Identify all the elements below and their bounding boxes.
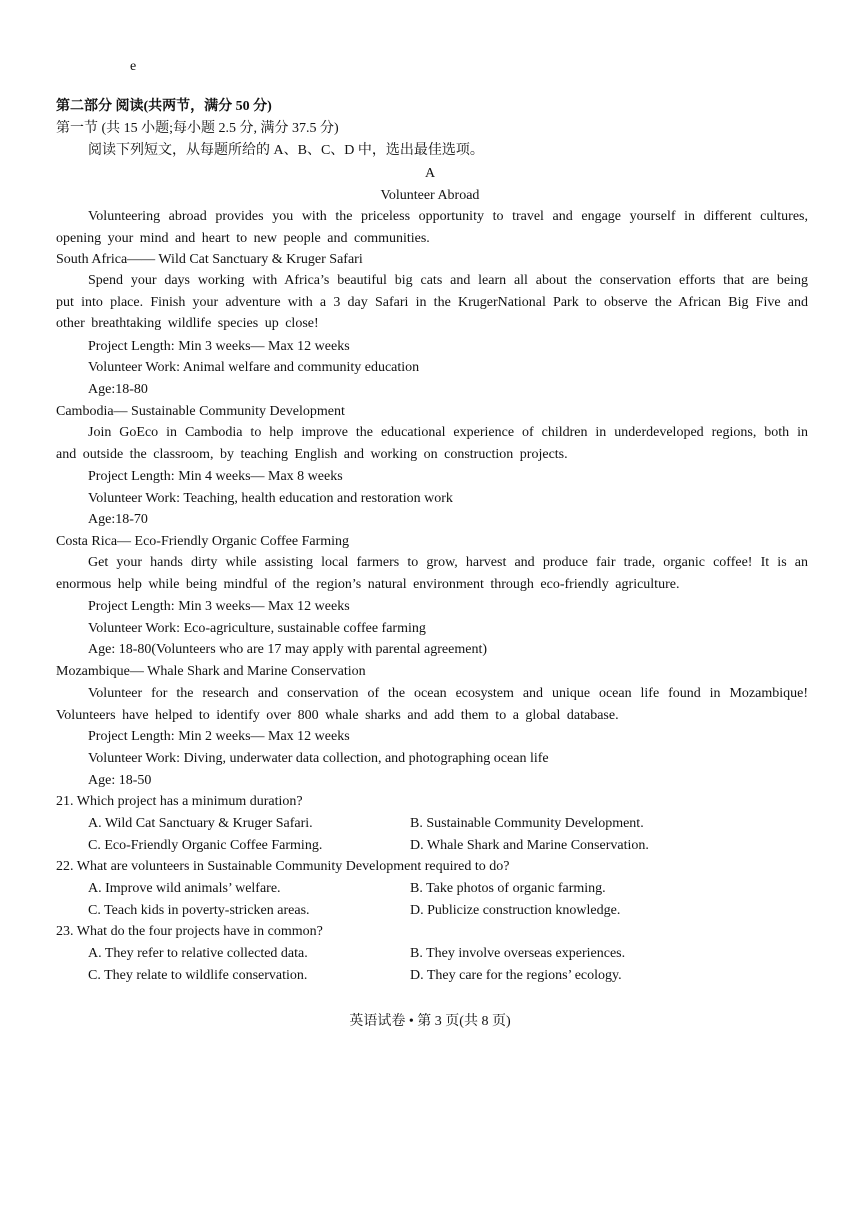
option-d: D. Publicize construction knowledge. — [410, 903, 621, 918]
option-b: B. Sustainable Community Development. — [410, 816, 644, 831]
project-length: Project Length: Min 3 weeks— Max 12 weeks — [88, 339, 350, 354]
question-stem: 22. What are volunteers in Sustainable Community Development required to do? — [56, 859, 510, 874]
option-c: C. Eco-Friendly Organic Coffee Farming. — [88, 838, 323, 853]
project-description: Volunteer for the research and conservation of the ocean ecosystem and unique ocean life found in Mozambique! Volunteers have helped to identify over 800 whale sharks and add them to a global database. — [56, 686, 808, 723]
project-work: Volunteer Work: Eco-agriculture, sustainable coffee farming — [88, 621, 426, 636]
option-b: B. Take photos of organic farming. — [410, 881, 606, 896]
option-d: D. Whale Shark and Marine Conservation. — [410, 838, 649, 853]
passage-title: Volunteer Abroad — [380, 188, 480, 203]
project-age: Age: 18-80(Volunteers who are 17 may apply with parental agreement) — [88, 642, 487, 657]
project-heading: Costa Rica— Eco-Friendly Organic Coffee Farming — [56, 534, 350, 549]
intro-paragraph: Volunteering abroad provides you with the priceless opportunity to travel and engage yourself in different cultures, opening your mind and heart to new people and communities. — [56, 209, 808, 246]
question-stem: 21. Which project has a minimum duration? — [56, 794, 303, 809]
project-description: Spend your days working with Africa’s beautiful big cats and learn all about the conservation efforts that are being put into place. Finish your adventure with a 3 day Safari in the KrugerNational Park to observe the African Big Five and other breathtaking wildlife species up close! — [56, 273, 808, 332]
option-d: D. They care for the regions’ ecology. — [410, 968, 622, 983]
option-a: A. Improve wild animals’ welfare. — [88, 881, 281, 896]
instruction: 阅读下列短文，从每题所给的 A、B、C、D 中，选出最佳选项。 — [88, 143, 484, 158]
project-length: Project Length: Min 4 weeks— Max 8 weeks — [88, 469, 343, 484]
project-work: Volunteer Work: Teaching, health education and restoration work — [88, 491, 453, 506]
project-heading: Mozambique— Whale Shark and Marine Conservation — [56, 664, 366, 679]
option-a: A. Wild Cat Sanctuary & Kruger Safari. — [88, 816, 313, 831]
section-heading: 第二部分 阅读(共两节，满分 50 分) — [56, 99, 272, 114]
option-c: C. Teach kids in poverty-stricken areas. — [88, 903, 310, 918]
project-length: Project Length: Min 2 weeks— Max 12 weeks — [88, 729, 350, 744]
project-age: Age:18-80 — [88, 382, 148, 397]
project-age: Age: 18-50 — [88, 773, 152, 788]
project-heading: Cambodia— Sustainable Community Development — [56, 404, 345, 419]
question-stem: 23. What do the four projects have in common? — [56, 924, 323, 939]
option-c: C. They relate to wildlife conservation. — [88, 968, 308, 983]
project-work: Volunteer Work: Animal welfare and community education — [88, 360, 420, 375]
top-mark: e — [130, 59, 137, 74]
project-description: Join GoEco in Cambodia to help improve the educational experience of children in underdeveloped regions, both in and outside the classroom, by teaching English and working on construction projects. — [56, 425, 808, 462]
project-age: Age:18-70 — [88, 512, 148, 527]
passage-letter: A — [424, 166, 436, 181]
project-work: Volunteer Work: Diving, underwater data collection, and photographing ocean life — [88, 751, 549, 766]
project-heading: South Africa—— Wild Cat Sanctuary & Kruger Safari — [56, 252, 363, 267]
option-b: B. They involve overseas experiences. — [410, 946, 626, 961]
subsection-heading: 第一节 (共 15 小题;每小题 2.5 分, 满分 37.5 分) — [56, 121, 339, 136]
project-length: Project Length: Min 3 weeks— Max 12 weeks — [88, 599, 350, 614]
option-a: A. They refer to relative collected data. — [88, 946, 308, 961]
project-description: Get your hands dirty while assisting local farmers to grow, harvest and produce fair trade, organic coffee! It is an enormous help while being mindful of the region’s natural environment through eco-friendly agriculture. — [56, 555, 808, 592]
page-footer: 英语试卷 • 第 3 页(共 8 页) — [349, 1014, 511, 1029]
